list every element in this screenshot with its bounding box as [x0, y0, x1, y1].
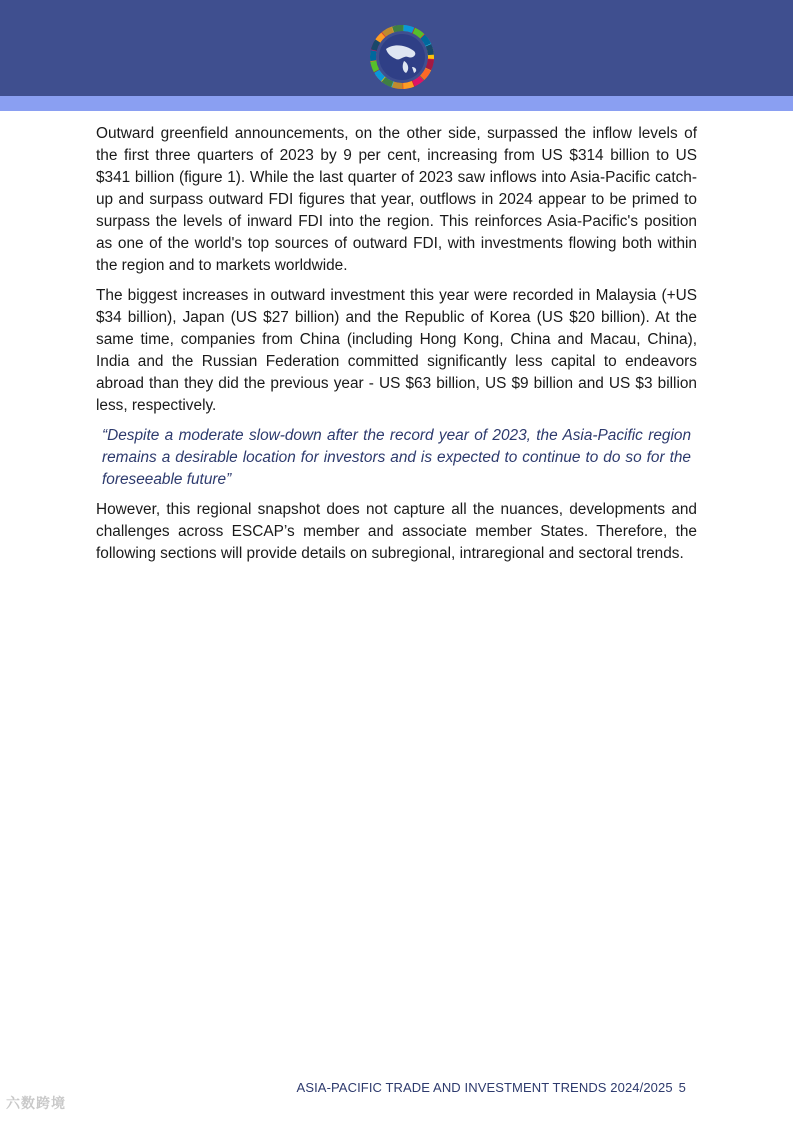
paragraph-biggest-increases: The biggest increases in outward investment this year were recorded in Malaysia (+US $34 billion), Japan (US $27 billion) and the Republic of Korea (US $20 billion). At the same time, companies from China (including Hong Kong, China and Macau, China), India and the Russian Federation committed significantly less capital to endeavors abroad than they did the previous year - US $63 billion, US $9 billion and US $3 billion less, respectively. — [96, 287, 697, 414]
paragraph-outward-greenfield: Outward greenfield announcements, on the other side, surpassed the inflow levels of the first three quarters of 2023 by 9 per cent, increasing from US $314 billion to US $341 billion (figure 1). While the last quarter of 2023 saw inflows into Asia-Pacific catch-up and surpass outward FDI figures that year, outflows in 2024 appear to be primed to surpass the levels of inward FDI into the region. This reinforces Asia-Pacific's position as one of the world's top sources of outward FDI, with investments flowing both within the region and to markets worldwide. — [96, 125, 697, 274]
document-body — [96, 123, 697, 565]
watermark: 六数跨境 — [6, 1095, 66, 1111]
page-number: 5 — [678, 1080, 686, 1095]
pull-quote: “Despite a moderate slow-down after the record year of 2023, the Asia-Pacific region remains a desirable location for investors and is expected to continue to do so for the foreseeable future” — [102, 427, 691, 488]
footer-report-title: ASIA-PACIFIC TRADE AND INVESTMENT TRENDS 2024/2025 — [296, 1080, 673, 1095]
un-globe-ring-icon — [370, 25, 434, 89]
paragraph-regional-snapshot: However, this regional snapshot does not capture all the nuances, developments and challenges across ESCAP’s member and associate member States. Therefore, the following sections will provide details on subregional, intraregional and sectoral trends. — [96, 501, 697, 562]
page-footer — [297, 1080, 686, 1095]
header-accent-strip — [0, 96, 793, 111]
